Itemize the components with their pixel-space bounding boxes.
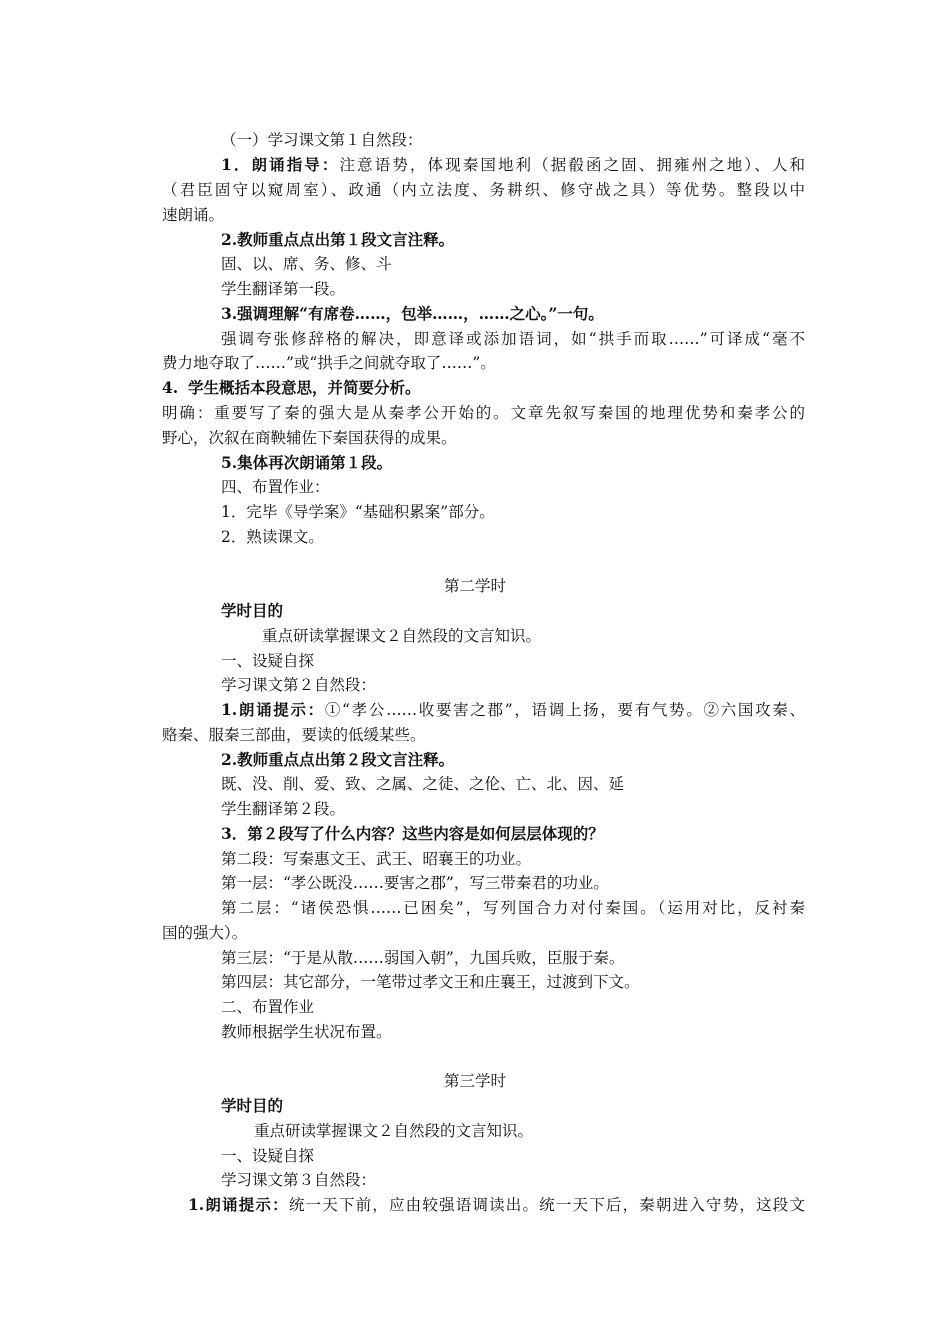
- paragraph-line: 教师根据学生状况布置。: [221, 1023, 392, 1041]
- paragraph-line: 第四层：其它部分，一笔带过孝文王和庄襄王，过渡到下文。: [221, 973, 640, 991]
- paragraph-line: 赂秦、服秦三部曲，要读的低缓某些。: [162, 726, 426, 744]
- list-item: 1．完毕《导学案》“基础积累案”部分。: [221, 503, 495, 521]
- item-heading: 2.教师重点点出第２段文言注释。: [221, 750, 455, 769]
- section-heading: 二、布置作业: [221, 998, 315, 1016]
- goal-text: 重点研读掌握课文２自然段的文言知识。: [262, 627, 542, 645]
- paragraph-line: 学习课文第２自然段：: [221, 676, 377, 694]
- paragraph-line: 1.朗诵提示：①“孝公……收要害之郡”，语调上扬，要有气势。②六国攻秦、: [221, 700, 805, 719]
- goal-label: 学时目的: [221, 601, 284, 620]
- item-heading: 3．第２段写了什么内容？这些内容是如何层层体现的？: [221, 824, 604, 843]
- paragraph-line: 学习课文第３自然段：: [221, 1171, 377, 1189]
- paragraph-line: 明确：重要写了秦的强大是从秦孝公开始的。文章先叙写秦国的地理优势和秦孝公的: [162, 404, 805, 422]
- paragraph-line: 第二段：写秦惠文王、武王、昭襄王的功业。: [221, 850, 532, 868]
- item-number: 4.: [162, 378, 179, 397]
- paragraph-line: 学生翻译第一段。: [221, 280, 346, 298]
- list-item: 2．熟读课文。: [221, 528, 324, 546]
- item-label: 1.朗诵提示：: [221, 700, 325, 719]
- section-heading: 一、设疑自探: [221, 652, 315, 670]
- item-heading: 2.教师重点点出第１段文言注释。: [221, 230, 455, 249]
- item-label: 1．朗诵指导：: [221, 155, 340, 174]
- paragraph-line: 1．朗诵指导：注意语势，体现秦国地利（据殽函之固、拥雍州之地）、人和: [221, 155, 805, 174]
- word-list: 既、没、削、爱、致、之属、之徒、之伦、亡、北、因、延: [221, 775, 625, 793]
- goal-text: 重点研读掌握课文２自然段的文言知识。: [254, 1122, 534, 1140]
- paragraph-line: 费力地夺取了……”或“拱手之间就夺取了……”。: [162, 354, 496, 372]
- paragraph-line: （君臣固守以窥周室）、政通（内立法度、务耕织、修守战之具）等优势。整段以中: [162, 181, 805, 199]
- paragraph-line: 野心，次叙在商鞅辅佐下秦国获得的成果。: [162, 429, 457, 447]
- paragraph-line: 学生翻译第２段。: [221, 800, 346, 818]
- section-heading: 一、设疑自探: [221, 1147, 315, 1165]
- section-heading: （一）学习课文第１自然段：: [221, 131, 423, 149]
- paragraph-line: 第一层：“孝公既没……要害之郡”，写三带秦君的功业。: [221, 874, 609, 892]
- item-label: 1.朗诵提示：: [188, 1195, 289, 1214]
- paragraph-line: 速朗诵。: [162, 206, 225, 224]
- paragraph-line: 第三层：“于是从散……弱国入朝”，九国兵败，臣服于秦。: [221, 949, 625, 967]
- paragraph-line: 第二层：“诸侯恐惧……已困矣”，写列国合力对付秦国。（运用对比，反衬秦: [221, 899, 805, 917]
- paragraph-line: 1.朗诵提示：统一天下前，应由较强语调读出。统一天下后，秦朝进入守势，这段文: [188, 1195, 805, 1214]
- item-heading: 3.强调理解“有席卷……，包举……，……之心。”一句。: [221, 304, 604, 323]
- paragraph-line: 强调夸张修辞格的解决，即意译或添加语词，如“拱手而取……”可译成“毫不: [221, 330, 805, 348]
- lesson-title: 第三学时: [443, 1072, 506, 1090]
- item-heading: 学生概括本段意思，并简要分析。: [188, 378, 421, 397]
- word-list: 固、以、席、务、修、斗: [221, 255, 392, 273]
- goal-label: 学时目的: [221, 1096, 284, 1115]
- paragraph-line: 国的强大）。: [162, 924, 248, 942]
- section-heading: 四、布置作业：: [221, 478, 330, 496]
- lesson-title: 第二学时: [443, 577, 506, 595]
- item-heading: 5.集体再次朗诵第１段。: [221, 453, 393, 472]
